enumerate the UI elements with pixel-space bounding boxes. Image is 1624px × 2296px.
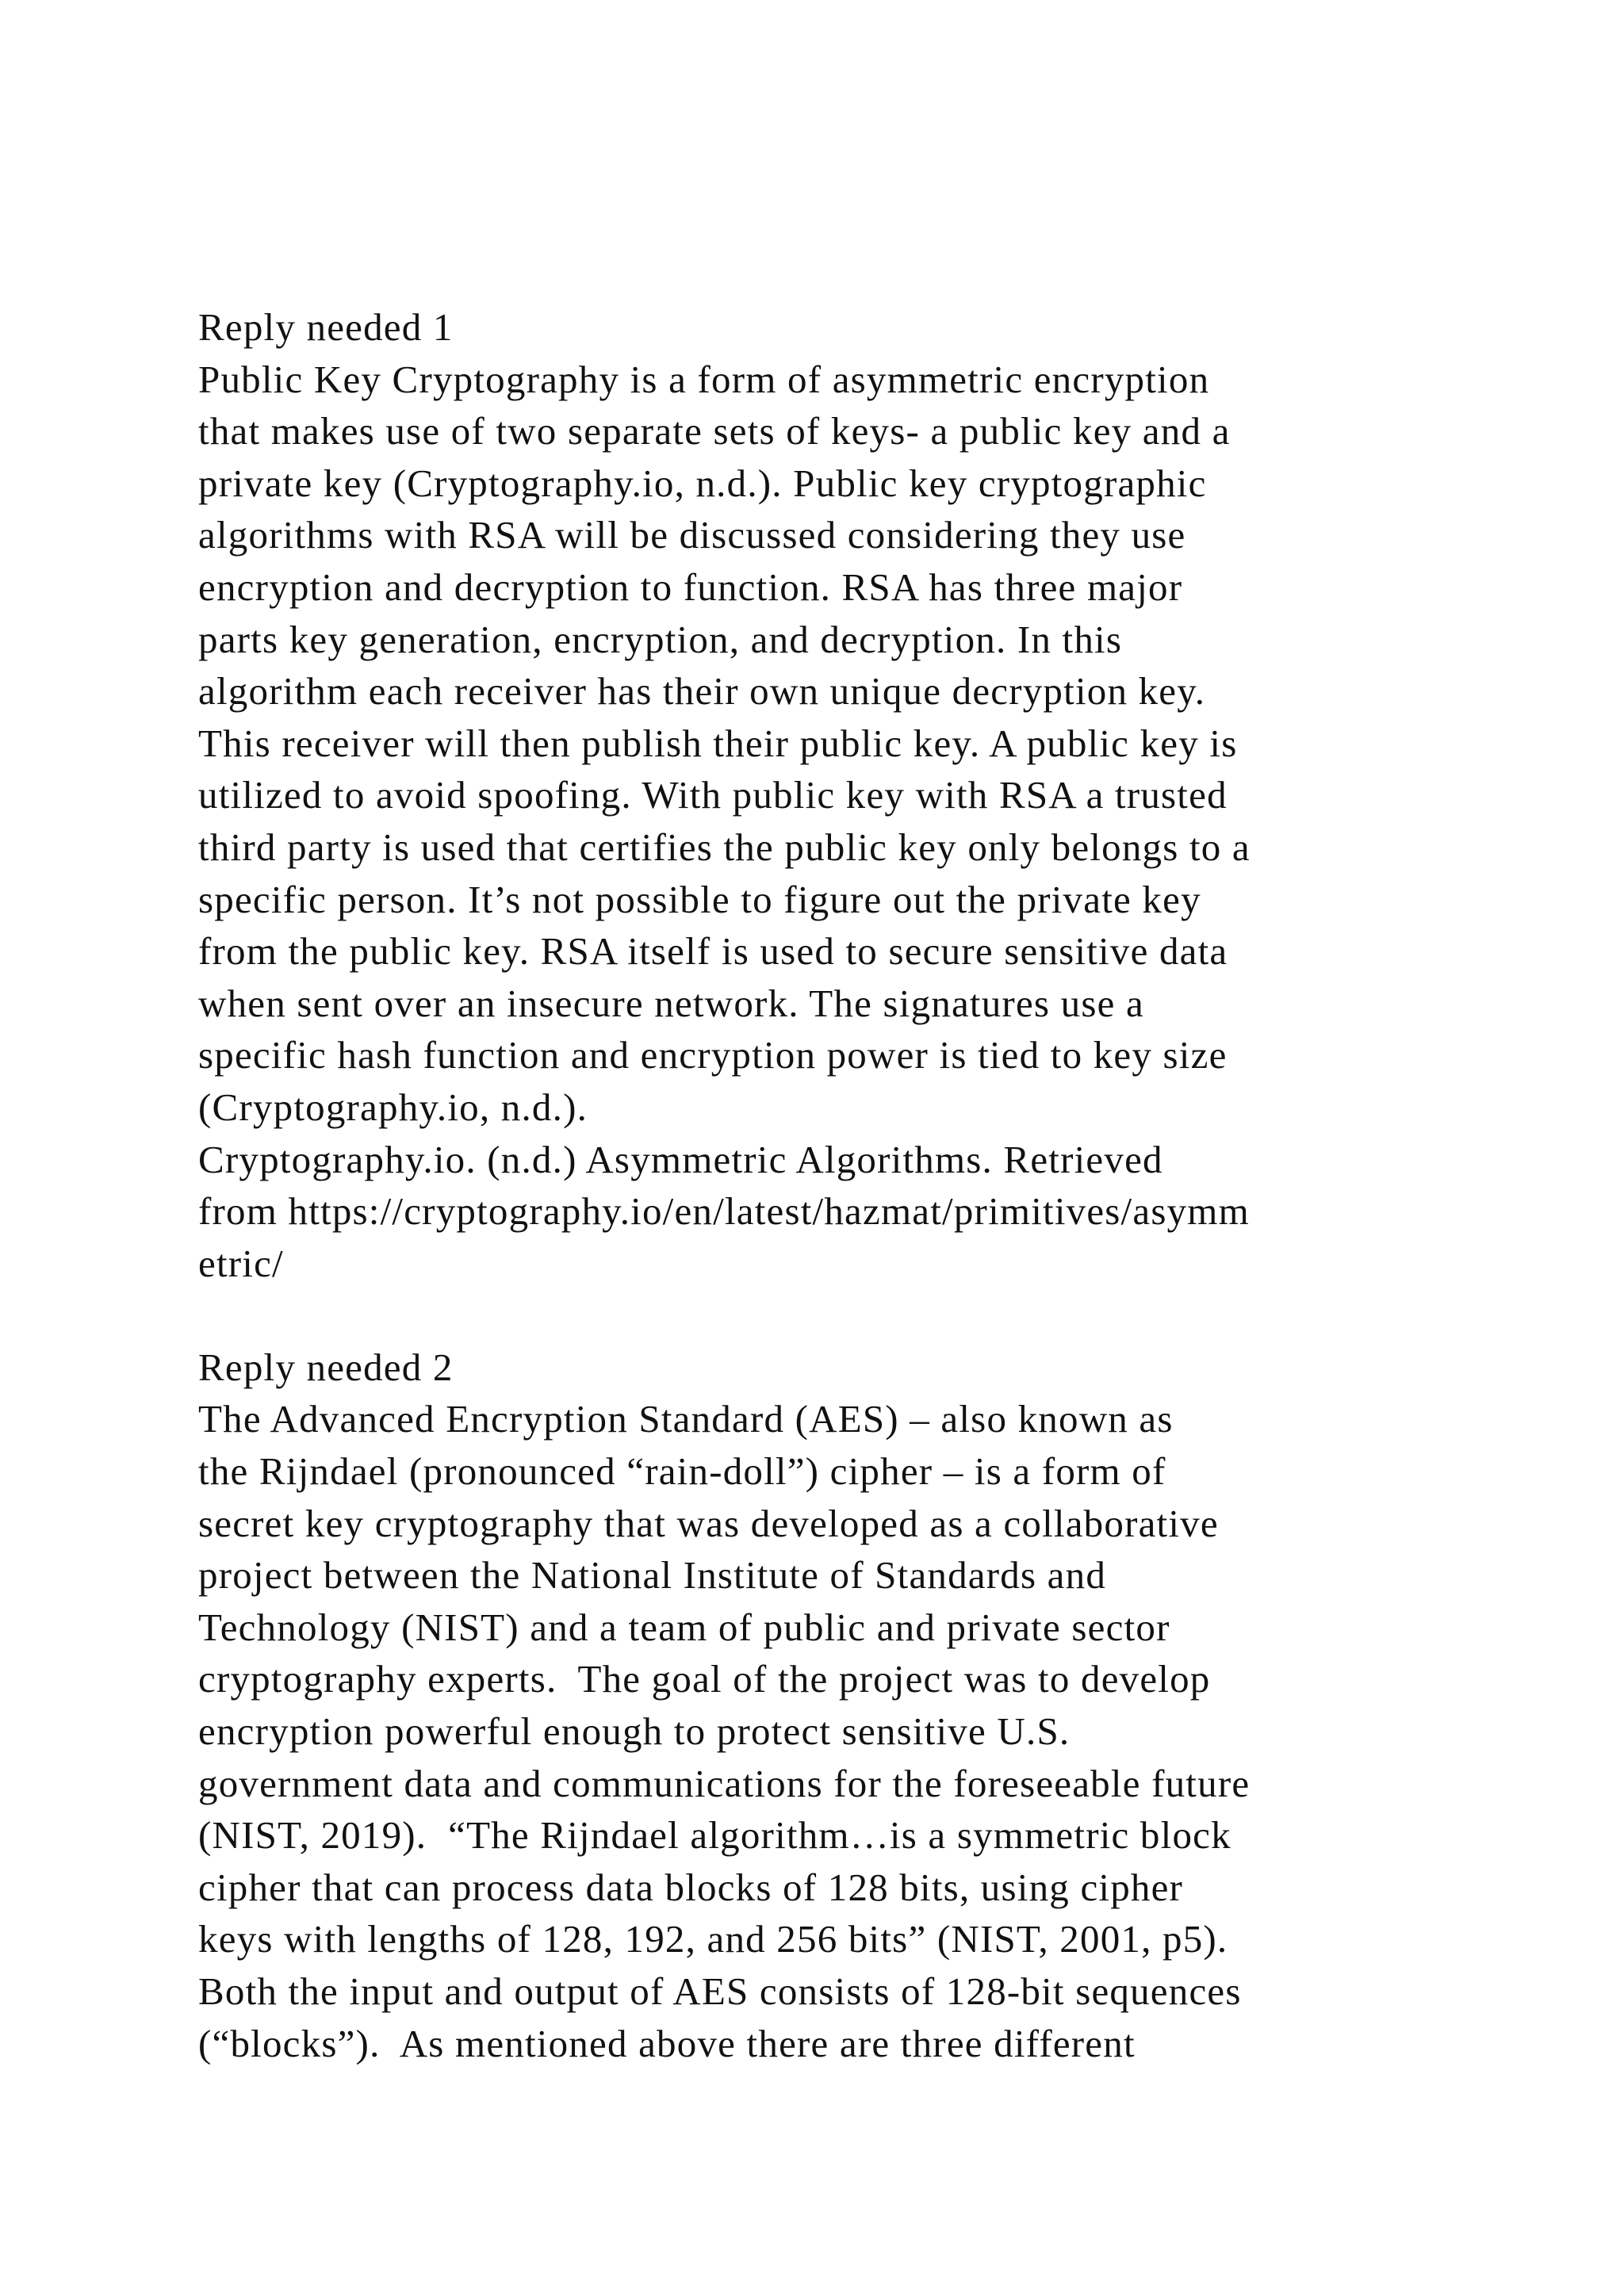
text-line: (NIST, 2019). “The Rijndael algorithm…is a symmetric block (198, 1813, 1231, 1858)
section-heading-reply-2: Reply needed 2 (198, 1345, 454, 1389)
text-line: specific hash function and encryption power is tied to key size (198, 1033, 1228, 1077)
text-line: encryption powerful enough to protect sensitive U.S. (198, 1709, 1071, 1754)
text-line: specific person. It’s not possible to figure out the private key (198, 877, 1201, 921)
text-line: Technology (NIST) and a team of public and private sector (198, 1605, 1170, 1649)
text-line: encryption and decryption to function. RSA has three major (198, 564, 1183, 609)
reference-line: Cryptography.io. (n.d.) Asymmetric Algorithms. Retrieved (198, 1137, 1163, 1181)
text-line: keys with lengths of 128, 192, and 256 bits” (NIST, 2001, p5). (198, 1917, 1228, 1961)
text-line: when sent over an insecure network. The signatures use a (198, 981, 1144, 1025)
text-line: cryptography experts. The goal of the project was to develop (198, 1657, 1211, 1701)
text-line: Public Key Cryptography is a form of asymmetric encryption (198, 357, 1210, 401)
reference-line: etric/ (198, 1241, 284, 1285)
text-line: third party is used that certifies the public key only belongs to a (198, 825, 1251, 869)
blank-line (198, 1289, 1546, 1341)
text-line: algorithm each receiver has their own unique decryption key. (198, 669, 1206, 714)
text-line: utilized to avoid spoofing. With public key with RSA a trusted (198, 773, 1228, 817)
text-line: parts key generation, encryption, and decryption. In this (198, 617, 1123, 661)
text-line: private key (Cryptography.io, n.d.). Public key cryptographic (198, 461, 1207, 505)
text-line: algorithms with RSA will be discussed considering they use (198, 513, 1186, 557)
reference-line: from https://cryptography.io/en/latest/hazmat/primitives/asymm (198, 1189, 1250, 1234)
text-line: the Rijndael (pronounced “rain-doll”) cipher – is a form of (198, 1449, 1166, 1494)
text-line: from the public key. RSA itself is used to secure sensitive data (198, 929, 1228, 974)
text-line: This receiver will then publish their public key. A public key is (198, 721, 1238, 765)
document-body (198, 301, 1546, 2069)
text-line: government data and communications for the foreseeable future (198, 1761, 1251, 1805)
section-heading-reply-1: Reply needed 1 (198, 305, 454, 349)
text-line: that makes use of two separate sets of keys- a public key and a (198, 409, 1231, 453)
text-line: Both the input and output of AES consists of 128-bit sequences (198, 1969, 1242, 2013)
text-line: The Advanced Encryption Standard (AES) – also known as (198, 1397, 1174, 1441)
text-line: (Cryptography.io, n.d.). (198, 1085, 588, 1129)
text-line: (“blocks”). As mentioned above there are three different (198, 2021, 1136, 2065)
text-line: project between the National Institute of Standards and (198, 1553, 1107, 1598)
text-line: secret key cryptography that was developed as a collaborative (198, 1501, 1219, 1545)
text-line: cipher that can process data blocks of 128 bits, using cipher (198, 1865, 1184, 1909)
